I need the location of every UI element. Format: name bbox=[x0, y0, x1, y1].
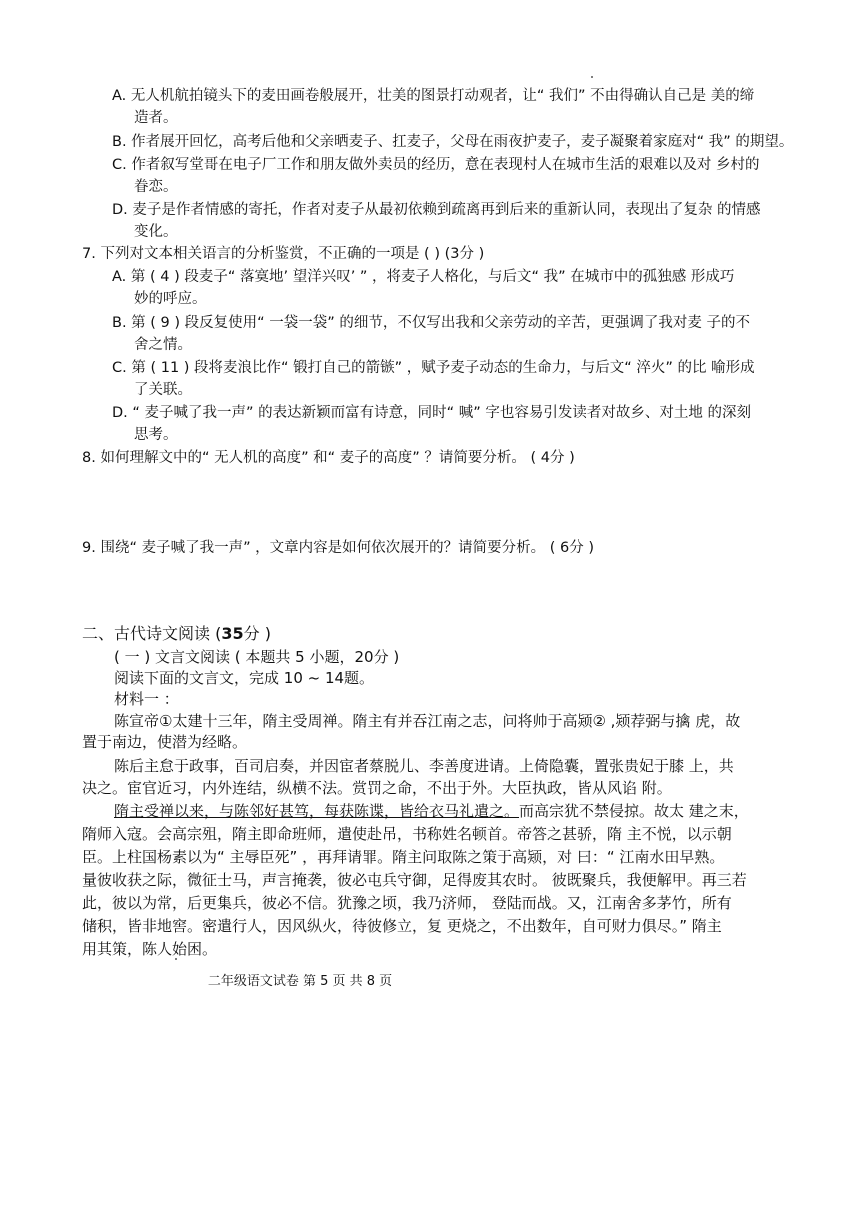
q7-option-c-cont: 了关联。 bbox=[134, 382, 192, 398]
material-label: 材料一 ： bbox=[114, 690, 179, 708]
section-title-prefix: 二、古代诗文阅读 ( bbox=[82, 624, 222, 643]
passage-p3-line4: 量彼收获之际，微征士马，声言掩袭，彼必屯兵守御，足得废其农时。 彼既聚兵，我便解甲。再三若 bbox=[82, 871, 747, 889]
q7-option-b: B. 第 ( 9 ) 段反复使用“ 一袋一袋” 的细节，不仅写出我和父亲劳动的辛苦，更强调了我对麦 子的不 bbox=[112, 315, 750, 331]
passage-p3-line5: 此，彼以为常，后更集兵，彼必不信。犹豫之顷，我乃济师， 登陆而战。又，江南舍多茅竹，所有 bbox=[82, 894, 732, 912]
q6-option-d-cont: 变化。 bbox=[134, 224, 178, 240]
q6-option-d: D. 麦子是作者情感的寄托，作者对麦子从最初依赖到疏离再到后来的重新认同，表现出了复杂 的情感 bbox=[112, 202, 761, 218]
stray-dot bbox=[175, 958, 177, 960]
q7-option-b-cont: 舍之情。 bbox=[134, 337, 192, 353]
passage-p1-line1: 陈宣帝①太建十三年，隋主受周禅。隋主有并吞江南之志，问将帅于高颎② ,颎荐弼与擒 虎，故 bbox=[114, 712, 741, 730]
passage-p2-line1: 陈后主怠于政事，百司启奏，并因宦者蔡脱儿、李善度进请。上倚隐囊，置张贵妃于膝 上，共 bbox=[114, 757, 734, 775]
section-title-suffix: 分 ) bbox=[243, 624, 271, 643]
q7-option-a-cont: 妙的呼应。 bbox=[134, 291, 207, 307]
section-title-score: 35 bbox=[221, 624, 244, 643]
q7-option-d: D. “ 麦子喊了我一声” 的表达新颖而富有诗意，同时“ 喊” 字也容易引发读者对故乡、对土地 的深刻 bbox=[112, 405, 751, 421]
passage-p2-line2: 决之。宦官近习，内外连结，纵横不法。赏罚之命，不出于外。大臣执政，皆从风谄 附。 bbox=[82, 779, 672, 797]
q7-option-a: A. 第 ( 4 ) 段麦子“ 落寞地’ 望洋兴叹’ ” ，将麦子人格化，与后文“ 我” 在城市中的孤独感 形成巧 bbox=[112, 269, 735, 285]
passage-p1-line2: 置于南边，使潜为经略。 bbox=[82, 733, 248, 751]
instructions: 阅读下面的文言文，完成 10 ~ 14题。 bbox=[114, 669, 375, 687]
q8-stem: 8. 如何理解文中的“ 无人机的高度” 和“ 麦子的高度” ？请简要分析。 ( 4分 ) bbox=[82, 450, 575, 466]
q7-option-d-cont: 思考。 bbox=[134, 427, 178, 443]
stray-dot bbox=[591, 76, 593, 78]
page-footer: 二年级语文试卷 第 5 页 共 8 页 bbox=[207, 974, 393, 989]
underlined-sentence: 隋主受禅以来，与陈邻好甚笃，每获陈谍，皆给衣马礼遣之。 bbox=[114, 802, 520, 820]
passage-p3-line1 bbox=[114, 801, 749, 821]
q9-stem: 9. 围绕“ 麦子喊了我一声” ，文章内容是如何依次展开的？请简要分析。 ( 6分 ) bbox=[82, 540, 595, 556]
subsection-title: ( 一 ) 文言文阅读 ( 本题共 5 小题，20分 ) bbox=[114, 648, 400, 666]
q7-option-c: C. 第 ( 11 ) 段将麦浪比作“ 锻打自己的箭镞” ，赋予麦子动态的生命力，与后文“ 淬火” 的比 喻形成 bbox=[112, 360, 755, 376]
passage-p3-line3: 臣。上柱国杨素以为“ 主辱臣死” ，再拜请罪。隋主问取陈之策于高颎，对 曰：“ 江南水田早熟。 bbox=[82, 848, 725, 866]
q6-option-c-cont: 眷恋。 bbox=[134, 179, 178, 195]
passage-p3-line2: 隋师入寇。会高宗殂，隋主即命班师，遣使赴吊，书称姓名顿首。帝答之甚骄，隋 主不悦，以示朝 bbox=[82, 825, 732, 843]
passage-p3-line7: 用其策，陈人始困。 bbox=[82, 940, 218, 958]
passage-p3-line1-rest: 而高宗犹不禁侵掠。故太 建之末， bbox=[519, 802, 749, 820]
passage-p3-line6: 储积，皆非地窖。密遣行人，因风纵火，待彼修立，复 更烧之，不出数年，自可财力俱尽。” 隋主 bbox=[82, 917, 722, 935]
q6-option-c: C. 作者叙写堂哥在电子厂工作和朋友做外卖员的经历，意在表现村人在城市生活的艰难以及对 乡村的 bbox=[112, 157, 760, 173]
q6-option-b: B. 作者展开回忆，高考后他和父亲晒麦子、扛麦子，父母在雨夜护麦子，麦子凝聚着家庭对“ 我” 的期望。 bbox=[112, 134, 794, 150]
q6-option-a-cont: 造者。 bbox=[134, 110, 178, 126]
section-title bbox=[82, 624, 271, 644]
q7-stem: 7. 下列对文本相关语言的分析鉴赏，不正确的一项是 ( ) (3分 ) bbox=[82, 246, 485, 262]
q6-option-a: A. 无人机航拍镜头下的麦田画卷般展开，壮美的图景打动观者，让“ 我们” 不由得确认自己是 美的缔 bbox=[112, 88, 755, 104]
